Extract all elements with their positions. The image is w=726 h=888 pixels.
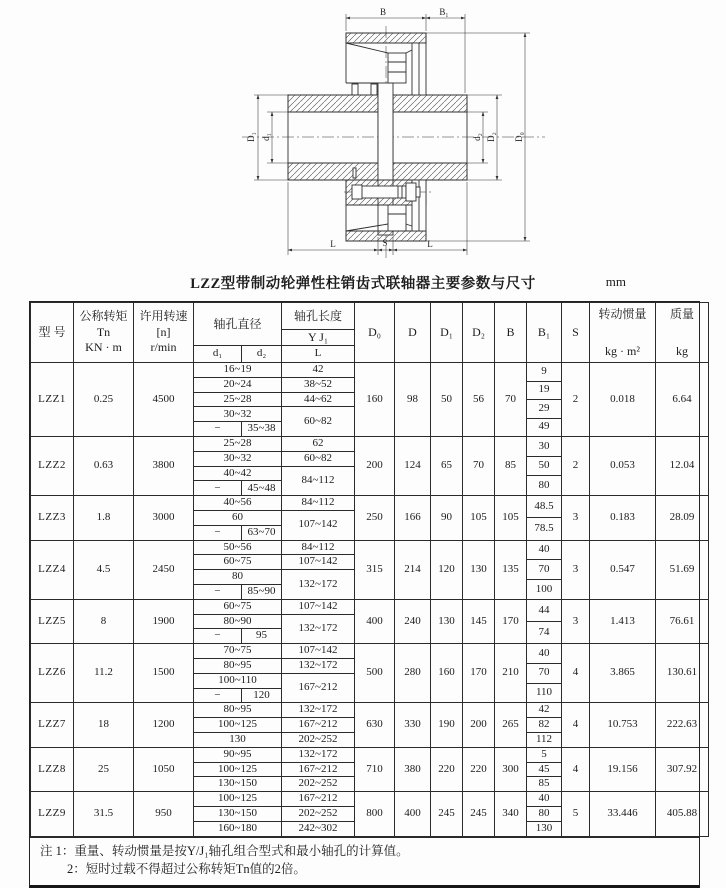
dim-label-D0: D₀: [514, 132, 524, 142]
spec-row: [31, 496, 709, 511]
model-cell: LZZ5: [31, 599, 74, 643]
spec-row: [31, 363, 709, 378]
inertia-cell: 10.753: [590, 703, 656, 747]
col-header-L: L: [282, 346, 355, 363]
b1-stack: [527, 600, 561, 643]
dim-label-D1: D₁: [246, 132, 256, 142]
D1-cell: 65: [431, 436, 463, 495]
footnote-1: 注 1：重量、转动惯量是按Y/J₁轴孔组合型式和最小轴孔的计算值。: [40, 843, 409, 858]
spec-row: [31, 792, 709, 807]
b1-value: 45: [527, 762, 561, 777]
D2-cell: 220: [463, 747, 495, 791]
B-cell: 210: [495, 644, 527, 703]
B1-cell: [527, 363, 562, 437]
B1-cell: [527, 703, 562, 747]
spec-table: [30, 302, 709, 837]
speed-cell: 2450: [134, 540, 194, 599]
D-cell: 166: [395, 496, 431, 540]
torque-cell: 31.5: [74, 792, 134, 836]
b1-value: 19: [527, 381, 561, 400]
inertia-cell: 0.547: [590, 540, 656, 599]
bore-range-cell: 130~150: [194, 806, 282, 821]
col-header-S: S: [562, 303, 590, 363]
S-cell: 4: [562, 644, 590, 703]
page-title: LZZ型带制动轮弹性柱销齿式联轴器主要参数与尺寸: [190, 276, 536, 292]
bore-range-cell: 130~150: [194, 777, 282, 792]
inertia-cell: 1.413: [590, 599, 656, 643]
B-cell: 85: [495, 436, 527, 495]
bore-d1-cell: −: [194, 584, 242, 599]
speed-cell: 950: [134, 792, 194, 836]
bore-d1-cell: −: [194, 688, 242, 703]
dim-label-d2: d₂: [472, 133, 482, 141]
spec-row: [31, 599, 709, 614]
col-header-model: 型 号: [31, 303, 74, 363]
left-hub: [288, 95, 378, 180]
B-cell: 265: [495, 703, 527, 747]
b1-stack: [527, 703, 561, 746]
bore-range-cell: 160~180: [194, 821, 282, 836]
S-cell: 3: [562, 496, 590, 540]
D1-cell: 50: [431, 363, 463, 437]
model-cell: LZZ8: [31, 747, 74, 791]
torque-cell: 4.5: [74, 540, 134, 599]
speed-cell: 1900: [134, 599, 194, 643]
torque-cell: 1.8: [74, 496, 134, 540]
bore-range-cell: 100~125: [194, 762, 282, 777]
spec-row: [31, 436, 709, 451]
torque-cell: 11.2: [74, 644, 134, 703]
b1-value: 70: [527, 559, 561, 579]
D-cell: 330: [395, 703, 431, 747]
b1-value: 5: [541, 747, 547, 760]
b1-stack: [527, 496, 561, 539]
b1-value: 85: [527, 776, 561, 791]
b1-value: 110: [527, 683, 561, 703]
bore-range-cell: 20~24: [194, 377, 282, 392]
bore-length-cell: 202~252: [282, 732, 355, 747]
inertia-cell: 3.865: [590, 644, 656, 703]
torque-symbol: Tn: [96, 324, 111, 339]
bore-length-cell: 38~52: [282, 377, 355, 392]
model-cell: LZZ9: [31, 792, 74, 836]
bore-range-cell: 80~90: [194, 614, 282, 629]
b1-value: 40: [538, 543, 550, 556]
bore-length-cell: 107~142: [282, 599, 355, 614]
bore-range-cell: 40~42: [194, 466, 282, 481]
bore-range-cell: 60~75: [194, 555, 282, 570]
bore-d2-cell: 45~48: [242, 481, 282, 496]
bore-length-cell: 132~172: [282, 614, 355, 644]
bore-range-cell: 30~32: [194, 407, 282, 422]
B-cell: 170: [495, 599, 527, 643]
bore-length-cell: 202~252: [282, 777, 355, 792]
bore-range-cell: 25~28: [194, 392, 282, 407]
torque-label: 公称转矩: [79, 309, 128, 324]
speed-unit: r/min: [150, 340, 177, 355]
bore-d1-cell: −: [194, 481, 242, 496]
D0-cell: 800: [355, 792, 395, 836]
mass-cell: 12.04: [656, 436, 709, 495]
b1-stack: [527, 644, 561, 702]
b1-value: 9: [541, 364, 547, 377]
bore-length-cell: 107~142: [282, 555, 355, 570]
title-row: [0, 272, 726, 294]
S-cell: 2: [562, 436, 590, 495]
col-header-bore-dia: 轴孔直径: [194, 303, 282, 346]
torque-cell: 8: [74, 599, 134, 643]
mass-unit: kg: [676, 343, 689, 358]
col-header-yj1: Y J₁: [282, 330, 355, 346]
bore-length-cell: 202~252: [282, 806, 355, 821]
cotter-pin: [353, 168, 356, 178]
spec-row: [31, 747, 709, 762]
inertia-cell: 33.446: [590, 792, 656, 836]
b1-value: 80: [527, 806, 561, 821]
bore-d1-cell: −: [194, 422, 242, 437]
bore-range-cell: 130: [194, 732, 282, 747]
D-cell: 98: [395, 363, 431, 437]
spec-row: [31, 703, 709, 718]
D2-cell: 245: [463, 792, 495, 836]
bore-length-cell: 84~112: [282, 496, 355, 511]
dim-label-L-left: L: [330, 239, 336, 249]
D1-cell: 160: [431, 644, 463, 703]
torque-cell: 25: [74, 747, 134, 791]
dim-label-B1: B₁: [439, 7, 449, 17]
D1-cell: 245: [431, 792, 463, 836]
bore-length-cell: 167~212: [282, 762, 355, 777]
bore-range-cell: 100~110: [194, 673, 282, 688]
inertia-cell: 0.053: [590, 436, 656, 495]
bore-d2-cell: 95: [242, 629, 282, 644]
b1-value: 40: [538, 792, 550, 805]
b1-value: 44: [538, 603, 550, 616]
B-cell: 105: [495, 496, 527, 540]
bore-length-cell: 42: [282, 363, 355, 378]
spec-row: [31, 644, 709, 659]
S-cell: 4: [562, 747, 590, 791]
bore-length-cell: 167~212: [282, 673, 355, 703]
key-block: [371, 84, 377, 95]
D2-cell: 200: [463, 703, 495, 747]
b1-value: 40: [538, 646, 550, 659]
B-cell: 300: [495, 747, 527, 791]
D-cell: 240: [395, 599, 431, 643]
unit-label: mm: [605, 274, 626, 289]
b1-value: 100: [527, 579, 561, 599]
D0-cell: 630: [355, 703, 395, 747]
bore-length-cell: 84~112: [282, 540, 355, 555]
speed-cell: 3000: [134, 496, 194, 540]
mass-cell: 6.64: [656, 363, 709, 437]
right-hub: [393, 95, 467, 180]
bore-length-cell: 132~172: [282, 703, 355, 718]
B-cell: 135: [495, 540, 527, 599]
inertia-cell: 19.156: [590, 747, 656, 791]
model-cell: LZZ6: [31, 644, 74, 703]
bore-range-cell: 40~56: [194, 496, 282, 511]
b1-value: 42: [538, 703, 550, 716]
bore-range-cell: 25~28: [194, 436, 282, 451]
D2-cell: 145: [463, 599, 495, 643]
b1-value: 130: [527, 821, 561, 836]
bore-range-cell: 16~19: [194, 363, 282, 378]
bore-d1-cell: −: [194, 629, 242, 644]
bore-length-cell: 167~212: [282, 792, 355, 807]
spec-row: [31, 540, 709, 555]
D2-cell: 130: [463, 540, 495, 599]
bore-length-cell: 242~302: [282, 821, 355, 836]
col-header-d2: d₂: [242, 346, 282, 363]
mass-cell: 28.09: [656, 496, 709, 540]
D2-cell: 56: [463, 363, 495, 437]
mass-cell: 130.61: [656, 644, 709, 703]
D0-cell: 500: [355, 644, 395, 703]
bore-range-cell: 80~95: [194, 658, 282, 673]
bore-length-cell: 107~142: [282, 510, 355, 540]
speed-cell: 1500: [134, 644, 194, 703]
col-header-B1: B₁: [527, 303, 562, 363]
key-block: [352, 84, 358, 95]
bore-length-cell: 107~142: [282, 644, 355, 659]
B1-cell: [527, 496, 562, 540]
D1-cell: 190: [431, 703, 463, 747]
D2-cell: 70: [463, 436, 495, 495]
col-header-d1: d₁: [194, 346, 242, 363]
speed-cell: 1200: [134, 703, 194, 747]
B1-cell: [527, 540, 562, 599]
b1-value: 80: [527, 475, 561, 495]
bore-d2-cell: 85~90: [242, 584, 282, 599]
inertia-cell: 0.183: [590, 496, 656, 540]
D2-cell: 170: [463, 644, 495, 703]
S-cell: 2: [562, 363, 590, 437]
B1-cell: [527, 436, 562, 495]
D-cell: 400: [395, 792, 431, 836]
B1-cell: [527, 792, 562, 836]
footnote-2: 2：短时过载不得超过公称转矩Tn值的2倍。: [67, 862, 306, 877]
speed-cell: 1050: [134, 747, 194, 791]
bore-length-cell: 62: [282, 436, 355, 451]
b1-value: 29: [527, 399, 561, 418]
col-header-B: B: [495, 303, 527, 363]
bore-range-cell: 60: [194, 510, 282, 525]
bore-range-cell: 60~75: [194, 599, 282, 614]
mass-label: 质量: [670, 306, 695, 321]
b1-value: 48.5: [534, 500, 554, 512]
mass-cell: 51.69: [656, 540, 709, 599]
D-cell: 380: [395, 747, 431, 791]
S-cell: 4: [562, 703, 590, 747]
D-cell: 214: [395, 540, 431, 599]
D0-cell: 315: [355, 540, 395, 599]
mass-cell: 405.88: [656, 792, 709, 836]
D2-cell: 105: [463, 496, 495, 540]
D0-cell: 200: [355, 436, 395, 495]
bore-range-cell: 100~125: [194, 718, 282, 733]
D0-cell: 250: [355, 496, 395, 540]
model-cell: LZZ7: [31, 703, 74, 747]
inertia-label: 转动惯量: [598, 306, 647, 321]
speed-label: 许用转速: [139, 309, 188, 324]
bore-length-cell: 132~172: [282, 747, 355, 762]
bore-length-cell: 167~212: [282, 718, 355, 733]
D0-cell: 400: [355, 599, 395, 643]
B1-cell: [527, 599, 562, 643]
col-header-torque: [74, 303, 134, 363]
dim-label-L-right: L: [427, 239, 433, 249]
inertia-cell: 0.018: [590, 363, 656, 437]
footnotes: [30, 837, 699, 886]
col-header-D1: D₁: [431, 303, 463, 363]
bore-range-cell: 30~32: [194, 451, 282, 466]
D1-cell: 130: [431, 599, 463, 643]
speed-cell: 3800: [134, 436, 194, 495]
dim-label-D2: D₂: [486, 132, 496, 142]
D1-cell: 220: [431, 747, 463, 791]
col-header-D2: D₂: [463, 303, 495, 363]
b1-value: 82: [527, 717, 561, 732]
b1-value: 112: [527, 732, 561, 747]
inertia-unit: kg · m²: [605, 343, 640, 358]
torque-cell: 18: [74, 703, 134, 747]
bore-d1-cell: −: [194, 525, 242, 540]
B-cell: 340: [495, 792, 527, 836]
torque-cell: 0.63: [74, 436, 134, 495]
bore-length-cell: 132~172: [282, 570, 355, 600]
b1-stack: [527, 363, 561, 436]
col-header-speed: [134, 303, 194, 363]
bore-range-cell: 50~56: [194, 540, 282, 555]
speed-cell: 4500: [134, 363, 194, 437]
bore-range-cell: 100~125: [194, 792, 282, 807]
bore-d2-cell: 35~38: [242, 422, 282, 437]
b1-stack: [527, 792, 561, 835]
b1-value: 49: [527, 418, 561, 437]
S-cell: 5: [562, 792, 590, 836]
model-cell: LZZ2: [31, 436, 74, 495]
B1-cell: [527, 747, 562, 791]
S-cell: 3: [562, 540, 590, 599]
col-header-D: D: [395, 303, 431, 363]
mass-cell: 307.92: [656, 747, 709, 791]
dim-label-d1: d₁: [261, 133, 271, 141]
D1-cell: 120: [431, 540, 463, 599]
torque-unit: KN · m: [85, 340, 122, 355]
torque-cell: 0.25: [74, 363, 134, 437]
b1-value: 74: [527, 621, 561, 643]
dim-label-S: S: [382, 238, 388, 248]
D0-cell: 160: [355, 363, 395, 437]
mass-cell: 222.63: [656, 703, 709, 747]
col-header-mass: [656, 303, 709, 363]
dim-label-B: B: [379, 7, 387, 17]
S-cell: 3: [562, 599, 590, 643]
coupling-technical-drawing: [0, 0, 726, 270]
bore-d2-cell: 120: [242, 688, 282, 703]
model-cell: LZZ4: [31, 540, 74, 599]
b1-value: 70: [527, 663, 561, 683]
bore-d2-cell: 63~70: [242, 525, 282, 540]
mass-cell: 76.61: [656, 599, 709, 643]
b1-stack: [527, 541, 561, 599]
D-cell: 124: [395, 436, 431, 495]
b1-value: 50: [527, 456, 561, 476]
bore-range-cell: 80~95: [194, 703, 282, 718]
bore-range-cell: 90~95: [194, 747, 282, 762]
D-cell: 280: [395, 644, 431, 703]
speed-symbol: [n]: [156, 324, 171, 339]
b1-stack: [527, 437, 561, 495]
model-cell: LZZ3: [31, 496, 74, 540]
B1-cell: [527, 644, 562, 703]
col-header-inertia: [590, 303, 656, 363]
bore-range-cell: 70~75: [194, 644, 282, 659]
col-header-bore-len: 轴孔长度: [282, 303, 355, 330]
col-header-D0: D₀: [355, 303, 395, 363]
D1-cell: 90: [431, 496, 463, 540]
spec-table-wrap: [29, 301, 700, 888]
bore-range-cell: 80: [194, 570, 282, 585]
b1-value: 30: [538, 439, 550, 452]
B-cell: 70: [495, 363, 527, 437]
b1-stack: [527, 748, 561, 791]
bore-length-cell: 132~172: [282, 658, 355, 673]
D0-cell: 710: [355, 747, 395, 791]
model-cell: LZZ1: [31, 363, 74, 437]
bore-length-cell: 44~62: [282, 392, 355, 407]
b1-value: 78.5: [527, 517, 561, 539]
bore-length-cell: 60~82: [282, 407, 355, 437]
bore-length-cell: 84~112: [282, 466, 355, 496]
bore-length-cell: 60~82: [282, 451, 355, 466]
